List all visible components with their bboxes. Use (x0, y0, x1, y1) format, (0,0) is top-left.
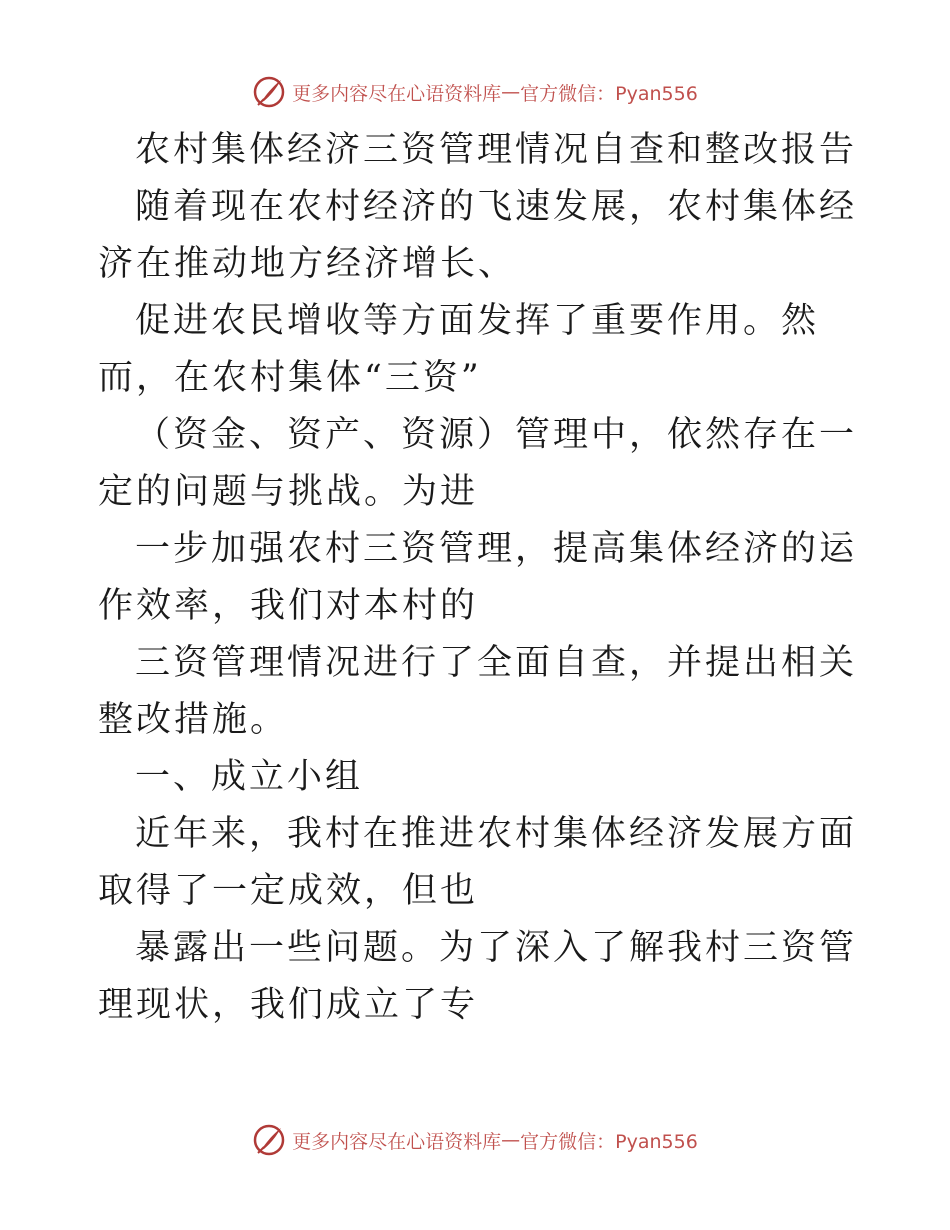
header-brand-text: 更多内容尽在心语资料库 (292, 82, 502, 105)
paragraph-3: （资金、资产、资源）管理中，依然存在一定的问题与挑战。为进 (98, 415, 858, 512)
footer-wechat-text: 官方微信：Pyan556 (520, 1130, 698, 1153)
document-body (98, 122, 858, 1034)
footer-separator: — (501, 1129, 521, 1151)
quill-logo-icon (252, 1123, 286, 1157)
footer-brand-text: 更多内容尽在心语资料库 (292, 1130, 502, 1153)
section-heading-1: 一、成立小组 (135, 757, 364, 797)
footer-banner (0, 1120, 950, 1160)
paragraph-1: 随着现在农村经济的飞速发展，农村集体经济在推动地方经济增长、 (98, 187, 858, 284)
header-separator: — (501, 81, 521, 103)
paragraph-7: 暴露出一些问题。为了深入了解我村三资管理现状，我们成立了专 (98, 928, 858, 1025)
header-wechat-text: 官方微信：Pyan556 (520, 82, 698, 105)
document-title: 农村集体经济三资管理情况自查和整改报告 (135, 130, 858, 170)
header-banner (0, 72, 950, 112)
paragraph-6: 近年来，我村在推进农村集体经济发展方面取得了一定成效，但也 (98, 814, 858, 911)
paragraph-2: 促进农民增收等方面发挥了重要作用。然而，在农村集体“三资” (98, 301, 820, 398)
paragraph-5: 三资管理情况进行了全面自查，并提出相关整改措施。 (98, 643, 858, 740)
quill-logo-icon (252, 75, 286, 109)
paragraph-4: 一步加强农村三资管理，提高集体经济的运作效率，我们对本村的 (98, 529, 858, 626)
